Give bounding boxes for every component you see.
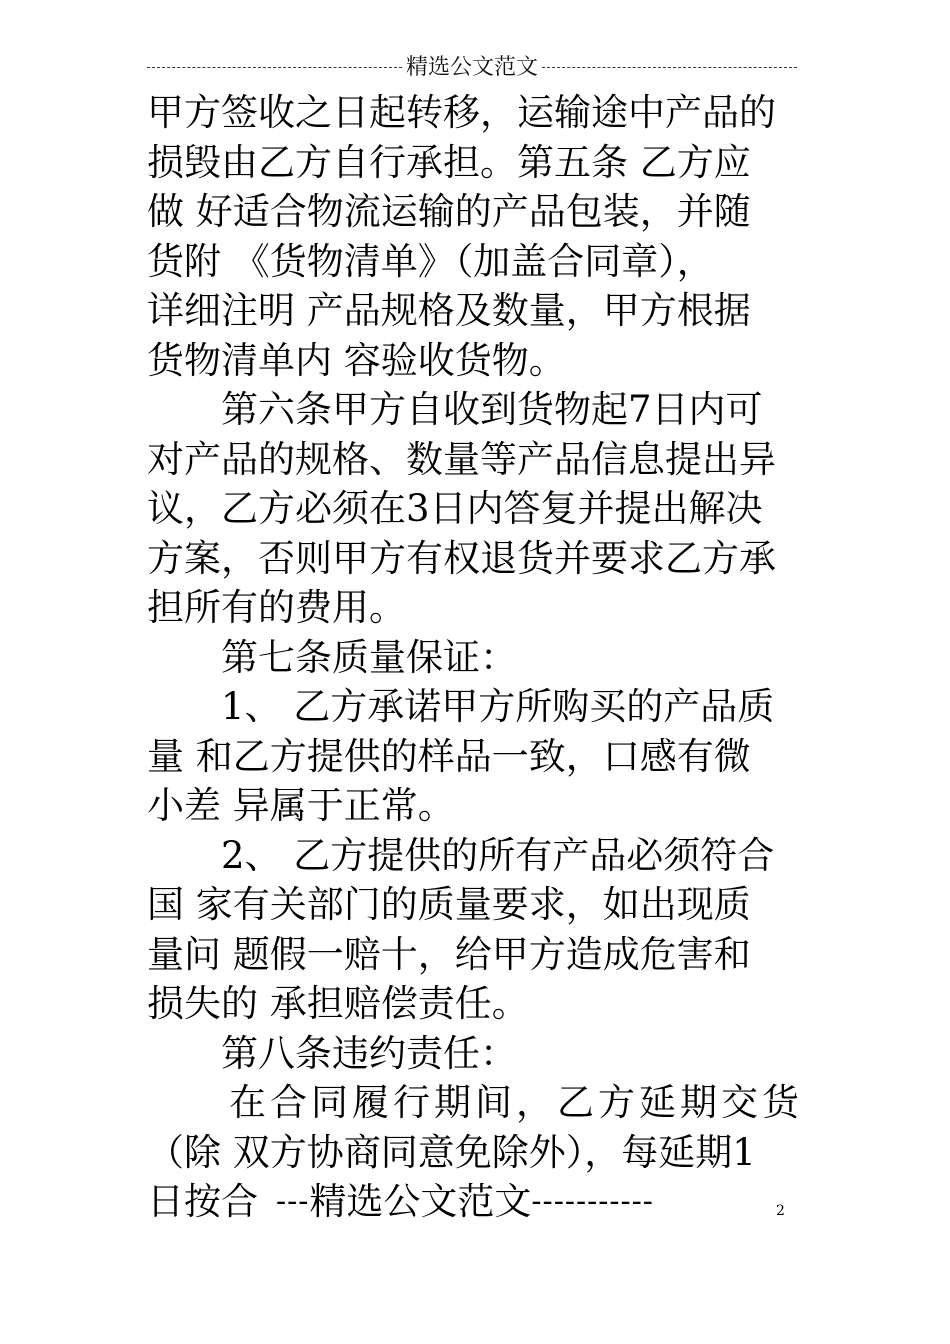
header-dashes-right [542,67,797,68]
text-line: 损毁由乙方自行承担。第五条 乙方应 [147,140,751,184]
footer-dashes-right: ----------- [531,1184,654,1219]
text-line: 在合同履行期间，乙方延期交货 [147,1081,803,1124]
text-line: 货附 《货物清单》（加盖合同章）， [147,239,714,283]
page-number: 2 [776,1203,785,1219]
text-line: 第八条违约责任： [147,1031,517,1075]
text-line: 1、 乙方承诺甲方所购买的产品质 [147,685,775,728]
text-line: 详细注明 产品规格及数量，甲方根据 [147,289,751,332]
text-line: 量问 题假一赔十，给甲方造成危害和 [147,932,751,976]
text-line: 做 好适合物流运输的产品包装，并随 [147,190,751,233]
footer-dashes-left: --- [276,1184,310,1219]
footer-title: 精选公文范文 [309,1180,532,1223]
text-line: 甲方签收之日起转移，运输途中产品的 [147,91,776,134]
footer-lead-text: 日按合 [147,1180,258,1223]
page-header [147,50,797,80]
page-footer [147,1177,807,1227]
text-line: 第六条甲方自收到货物起7日内可 [147,388,763,431]
text-line: 担所有的费用。 [147,586,406,629]
contract-body [147,88,807,1227]
text-line: 国 家有关部门的质量要求，如出现质 [147,883,751,926]
text-line: （除 双方协商同意免除外），每延期1 [147,1130,756,1174]
text-line: 议，乙方必须在3日内答复并提出解决 [147,487,763,530]
text-line: 对产品的规格、数量等产品信息提出异 [147,437,776,481]
text-line: 损失的 承担赔偿责任。 [147,982,529,1025]
text-line: 第七条质量保证： [147,635,517,679]
text-line: 方案，否则甲方有权退货并要求乙方承 [147,536,776,580]
text-line: 2、 乙方提供的所有产品必须符合 [147,833,775,877]
text-line: 货物清单内 容验收货物。 [147,338,566,382]
header-dashes-left [147,67,402,68]
text-line: 量 和乙方提供的样品一致，口感有微 [147,734,751,778]
text-line: 小差 异属于正常。 [147,784,455,827]
header-title: 精选公文范文 [406,54,539,80]
